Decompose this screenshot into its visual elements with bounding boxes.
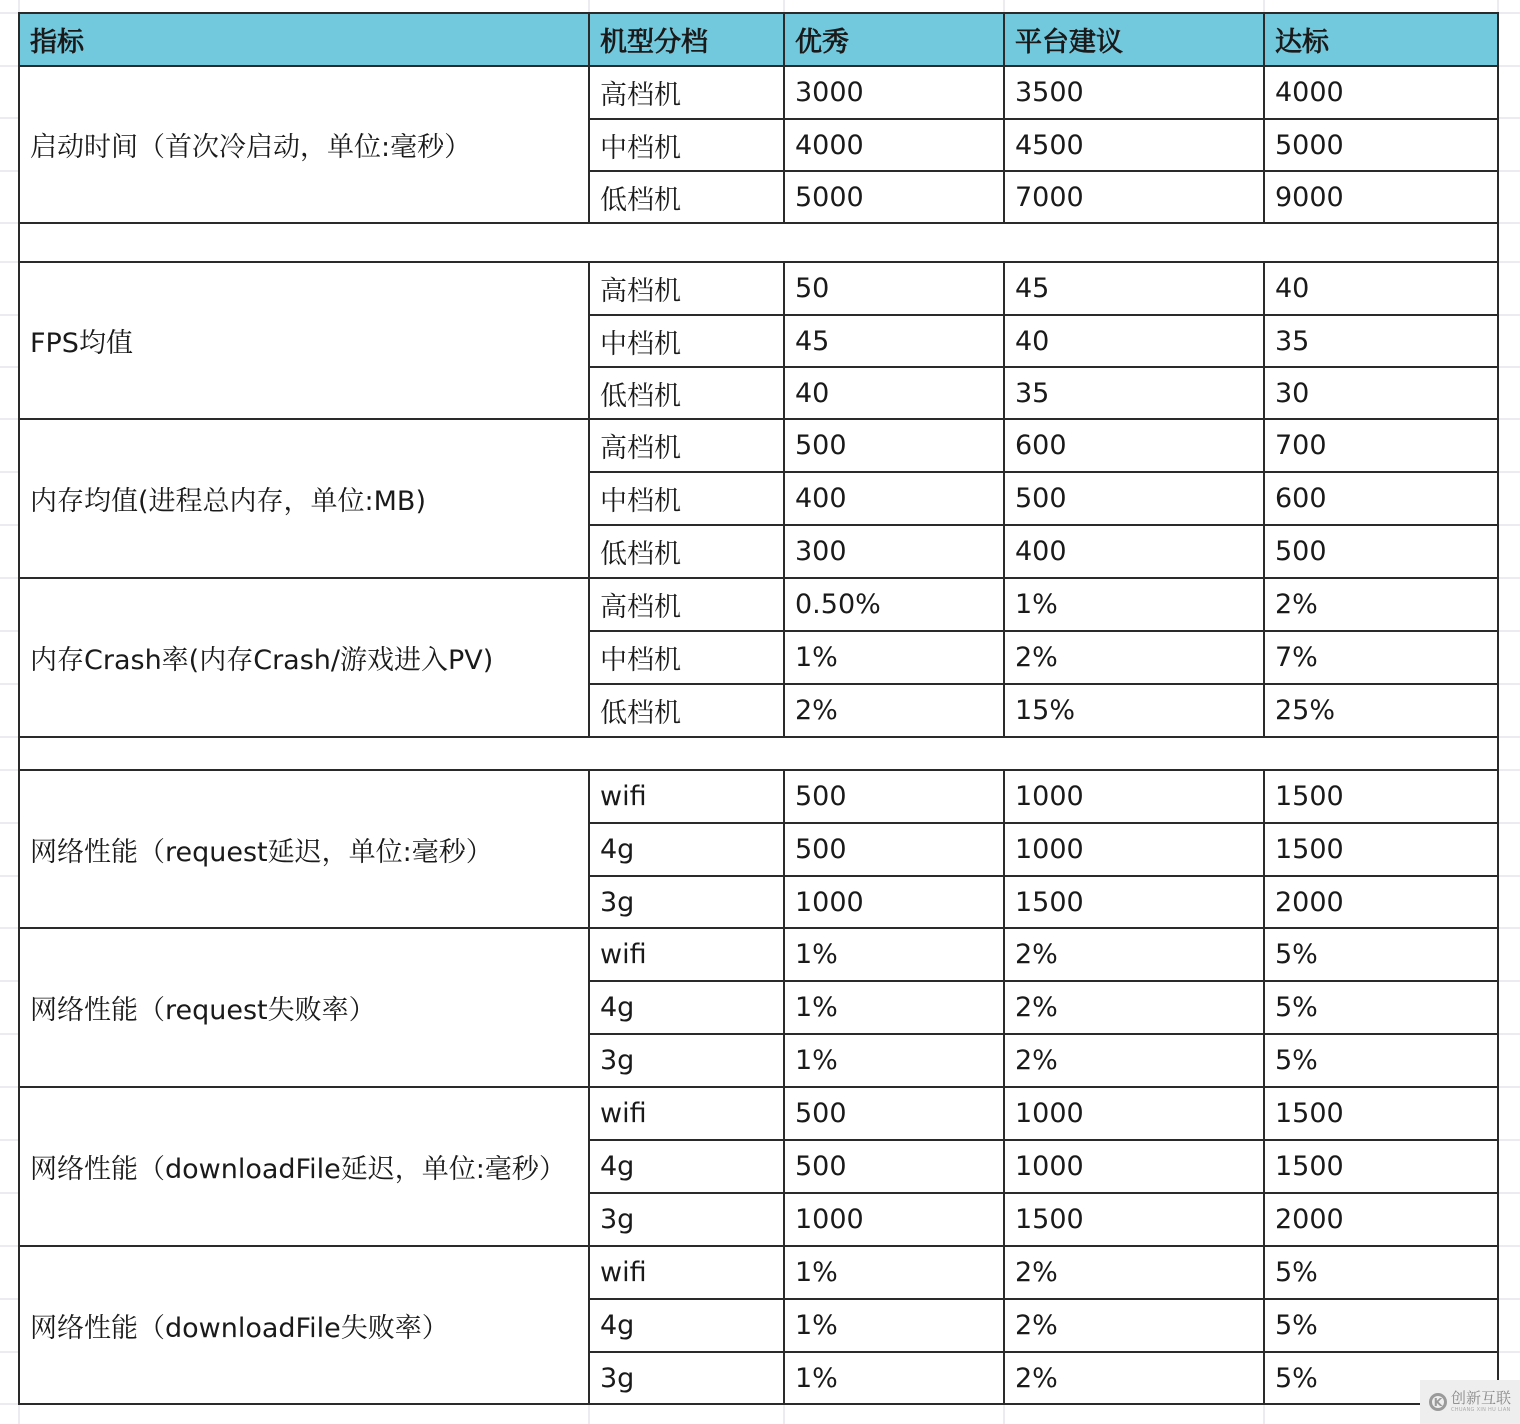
cell-text: 1000 — [795, 1204, 864, 1235]
cell-text: 1500 — [1015, 886, 1084, 918]
tier-cell[interactable] — [588, 1245, 785, 1300]
value-cell-suggested[interactable] — [1003, 577, 1265, 632]
value-cell-suggested[interactable] — [1003, 927, 1265, 982]
header-label: 优秀 — [795, 27, 849, 58]
value-cell-excellent[interactable] — [783, 366, 1005, 420]
cell-text: 高档机 — [600, 80, 681, 111]
value-cell-standard[interactable] — [1263, 769, 1499, 824]
cell-text: 2000 — [1275, 1204, 1344, 1235]
cell-text: wifi — [600, 1098, 647, 1129]
value-cell-suggested[interactable] — [1003, 1139, 1265, 1194]
cell-text: 2000 — [1275, 886, 1344, 918]
value-cell-excellent[interactable] — [783, 875, 1005, 929]
value-cell-standard[interactable] — [1263, 1086, 1499, 1141]
cell-text: 500 — [795, 1098, 847, 1129]
cell-text: 3g — [600, 1045, 635, 1076]
header-device-tier[interactable] — [588, 12, 785, 67]
cell-text: 5% — [1275, 939, 1318, 970]
value-cell-standard[interactable] — [1263, 261, 1499, 316]
metric-label: 内存Crash率(内存Crash/游戏进入PV) — [30, 645, 494, 676]
tier-cell[interactable] — [588, 170, 785, 224]
value-cell-excellent[interactable] — [783, 1298, 1005, 1353]
value-cell-standard[interactable] — [1263, 875, 1499, 929]
cell-text: 高档机 — [600, 276, 681, 307]
cell-text: 中档机 — [600, 328, 681, 360]
brand-logo-icon: K — [1429, 1393, 1447, 1411]
cell-text: 1500 — [1015, 1204, 1084, 1235]
header-metric[interactable] — [18, 12, 590, 67]
value-cell-excellent[interactable] — [783, 927, 1005, 982]
cell-text: 4g — [600, 1151, 635, 1182]
cell-text: 2% — [1015, 1257, 1058, 1288]
value-cell-suggested[interactable] — [1003, 471, 1265, 526]
cell-text: 低档机 — [600, 184, 681, 216]
value-cell-excellent[interactable] — [783, 822, 1005, 877]
tier-cell[interactable] — [588, 577, 785, 632]
cell-text: 1500 — [1275, 1098, 1344, 1129]
tier-cell[interactable] — [588, 875, 785, 929]
cell-text: wifi — [600, 1257, 647, 1288]
cell-text: 1500 — [1275, 834, 1344, 865]
cell-text: wifi — [600, 781, 647, 812]
cell-text: 5% — [1275, 992, 1318, 1023]
cell-text: 500 — [1275, 536, 1327, 567]
cell-text: 高档机 — [600, 592, 681, 623]
value-cell-suggested[interactable] — [1003, 1033, 1265, 1088]
cell-text: 低档机 — [600, 380, 681, 412]
cell-text: 300 — [795, 536, 847, 567]
value-cell-suggested[interactable] — [1003, 524, 1265, 579]
cell-text: 50 — [795, 273, 830, 304]
value-cell-suggested[interactable] — [1003, 1192, 1265, 1247]
tier-cell[interactable] — [588, 1086, 785, 1141]
value-cell-standard[interactable] — [1263, 366, 1499, 420]
cell-text: 2% — [1015, 992, 1058, 1023]
value-cell-standard[interactable] — [1263, 1298, 1499, 1353]
value-cell-suggested[interactable] — [1003, 1351, 1265, 1405]
cell-text: 4g — [600, 834, 635, 865]
blank-spacer-row[interactable] — [18, 222, 1499, 263]
cell-text: 400 — [1015, 536, 1067, 567]
cell-text: 1000 — [1015, 834, 1084, 865]
cell-text: 1500 — [1275, 1151, 1344, 1182]
tier-cell[interactable] — [588, 630, 785, 685]
cell-text: 中档机 — [600, 132, 681, 164]
value-cell-standard[interactable] — [1263, 927, 1499, 982]
value-cell-excellent[interactable] — [783, 1245, 1005, 1300]
cell-text: 0.50% — [795, 589, 881, 620]
value-cell-suggested[interactable] — [1003, 769, 1265, 824]
cell-text: 500 — [795, 1151, 847, 1182]
cell-text: 1000 — [1015, 1151, 1084, 1182]
tier-cell[interactable] — [588, 927, 785, 982]
value-cell-excellent[interactable] — [783, 577, 1005, 632]
cell-text: 1% — [795, 1045, 838, 1076]
cell-text: 高档机 — [600, 433, 681, 464]
value-cell-suggested[interactable] — [1003, 822, 1265, 877]
value-cell-excellent[interactable] — [783, 980, 1005, 1035]
value-cell-suggested[interactable] — [1003, 261, 1265, 316]
blank-spacer-row[interactable] — [18, 736, 1499, 771]
cell-text: 2% — [1015, 939, 1058, 970]
tier-cell[interactable] — [588, 683, 785, 738]
cell-text: 2% — [1015, 1310, 1058, 1341]
tier-cell[interactable] — [588, 1192, 785, 1247]
value-cell-suggested[interactable] — [1003, 366, 1265, 420]
value-cell-suggested[interactable] — [1003, 1298, 1265, 1353]
cell-text: 3g — [600, 1362, 635, 1394]
value-cell-standard[interactable] — [1263, 118, 1499, 172]
cell-text: 40 — [1275, 273, 1310, 304]
cell-text: 15% — [1015, 695, 1076, 726]
value-cell-excellent[interactable] — [783, 769, 1005, 824]
value-cell-standard[interactable] — [1263, 1033, 1499, 1088]
cell-text: 4000 — [1275, 77, 1344, 108]
tier-cell[interactable] — [588, 822, 785, 877]
cell-text: 2% — [1015, 1362, 1058, 1394]
cell-text: 4g — [600, 1310, 635, 1341]
value-cell-excellent[interactable] — [783, 471, 1005, 526]
cell-text: 45 — [1015, 273, 1050, 304]
value-cell-standard[interactable] — [1263, 170, 1499, 224]
cell-text: 5000 — [1275, 129, 1344, 161]
value-cell-suggested[interactable] — [1003, 875, 1265, 929]
metric-cell-startup-time[interactable] — [18, 65, 590, 224]
cell-text: 1000 — [1015, 781, 1084, 812]
metric-cell-memory-avg[interactable] — [18, 418, 590, 579]
cell-text: 5000 — [795, 181, 864, 213]
watermark-subtext: CHUANG XIN HU LIAN — [1450, 1407, 1511, 1413]
cell-text: 1000 — [795, 886, 864, 918]
cell-text: 低档机 — [600, 698, 681, 729]
cell-text: 3000 — [795, 77, 864, 108]
cell-text: 35 — [1015, 377, 1050, 409]
watermark — [1420, 1380, 1520, 1424]
cell-text: 9000 — [1275, 181, 1344, 213]
cell-text: 低档机 — [600, 539, 681, 570]
cell-text: 1% — [795, 642, 838, 673]
header-label: 指标 — [30, 27, 84, 58]
cell-text: 40 — [1015, 325, 1050, 357]
cell-text: 4000 — [795, 129, 864, 161]
tier-cell[interactable] — [588, 1351, 785, 1405]
value-cell-excellent[interactable] — [783, 1139, 1005, 1194]
value-cell-excellent[interactable] — [783, 1033, 1005, 1088]
tier-cell[interactable] — [588, 418, 785, 473]
cell-text: 500 — [795, 834, 847, 865]
header-label: 达标 — [1275, 27, 1329, 58]
metric-label: 网络性能（request延迟，单位:毫秒） — [30, 836, 493, 868]
cell-text: 2% — [1015, 1045, 1058, 1076]
value-cell-excellent[interactable] — [783, 170, 1005, 224]
value-cell-excellent[interactable] — [783, 1192, 1005, 1247]
metric-cell-request-latency[interactable] — [18, 769, 590, 929]
cell-text: 1% — [1015, 589, 1058, 620]
cell-text: 7% — [1275, 642, 1318, 673]
cell-text: wifi — [600, 939, 647, 970]
value-cell-standard[interactable] — [1263, 1245, 1499, 1300]
cell-text: 1500 — [1275, 781, 1344, 812]
cell-text: 35 — [1275, 325, 1310, 357]
tier-cell[interactable] — [588, 1298, 785, 1353]
value-cell-standard[interactable] — [1263, 630, 1499, 685]
tier-cell[interactable] — [588, 1139, 785, 1194]
value-cell-suggested[interactable] — [1003, 1086, 1265, 1141]
value-cell-excellent[interactable] — [783, 314, 1005, 368]
tier-cell[interactable] — [588, 980, 785, 1035]
value-cell-suggested[interactable] — [1003, 980, 1265, 1035]
cell-text: 1% — [795, 1257, 838, 1288]
header-label: 机型分档 — [600, 27, 708, 58]
cell-text: 7000 — [1015, 181, 1084, 213]
tier-cell[interactable] — [588, 314, 785, 368]
value-cell-suggested[interactable] — [1003, 65, 1265, 120]
value-cell-suggested[interactable] — [1003, 1245, 1265, 1300]
cell-text: 600 — [1275, 483, 1327, 514]
metric-label: 启动时间（首次冷启动，单位:毫秒） — [30, 132, 472, 163]
value-cell-excellent[interactable] — [783, 261, 1005, 316]
tier-cell[interactable] — [588, 118, 785, 172]
cell-text: 5% — [1275, 1310, 1318, 1341]
metric-cell-fps[interactable] — [18, 261, 590, 420]
cell-text: 40 — [795, 377, 830, 409]
cell-text: 500 — [795, 781, 847, 812]
value-cell-excellent[interactable] — [783, 1086, 1005, 1141]
cell-text: 500 — [1015, 483, 1067, 514]
cell-text: 中档机 — [600, 486, 681, 517]
value-cell-suggested[interactable] — [1003, 170, 1265, 224]
cell-text: 2% — [1275, 589, 1318, 620]
cell-text: 2% — [1015, 642, 1058, 673]
value-cell-excellent[interactable] — [783, 1351, 1005, 1405]
value-cell-standard[interactable] — [1263, 65, 1499, 120]
value-cell-standard[interactable] — [1263, 980, 1499, 1035]
cell-text: 600 — [1015, 430, 1067, 461]
cell-text: 4g — [600, 992, 635, 1023]
cell-text: 2% — [795, 695, 838, 726]
header-platform-suggested[interactable] — [1003, 12, 1265, 67]
value-cell-standard[interactable] — [1263, 683, 1499, 738]
value-cell-suggested[interactable] — [1003, 630, 1265, 685]
cell-text: 45 — [795, 325, 830, 357]
header-excellent[interactable] — [783, 12, 1005, 67]
tier-cell[interactable] — [588, 524, 785, 579]
value-cell-excellent[interactable] — [783, 65, 1005, 120]
cell-text: 5% — [1275, 1257, 1318, 1288]
tier-cell[interactable] — [588, 769, 785, 824]
value-cell-excellent[interactable] — [783, 524, 1005, 579]
value-cell-suggested[interactable] — [1003, 118, 1265, 172]
metric-cell-download-latency[interactable] — [18, 1086, 590, 1247]
cell-text: 700 — [1275, 430, 1327, 461]
metric-label: 网络性能（request失败率） — [30, 995, 376, 1026]
cell-text: 5% — [1275, 1362, 1318, 1394]
watermark-text: 创新互联 — [1450, 1389, 1511, 1407]
cell-text: 1% — [795, 992, 838, 1023]
cell-text: 4500 — [1015, 129, 1084, 161]
metric-cell-memory-crash-rate[interactable] — [18, 577, 590, 738]
metric-cell-download-failure-rate[interactable] — [18, 1245, 590, 1405]
value-cell-standard[interactable] — [1263, 418, 1499, 473]
cell-text: 1% — [795, 939, 838, 970]
metric-cell-request-failure-rate[interactable] — [18, 927, 590, 1088]
value-cell-excellent[interactable] — [783, 418, 1005, 473]
cell-text: 400 — [795, 483, 847, 514]
tier-cell[interactable] — [588, 471, 785, 526]
value-cell-excellent[interactable] — [783, 118, 1005, 172]
metric-label: 网络性能（downloadFile失败率） — [30, 1312, 449, 1344]
value-cell-suggested[interactable] — [1003, 683, 1265, 738]
value-cell-excellent[interactable] — [783, 683, 1005, 738]
tier-cell[interactable] — [588, 261, 785, 316]
header-label: 平台建议 — [1015, 27, 1123, 58]
value-cell-standard[interactable] — [1263, 1192, 1499, 1247]
value-cell-standard[interactable] — [1263, 1139, 1499, 1194]
value-cell-standard[interactable] — [1263, 822, 1499, 877]
tier-cell[interactable] — [588, 65, 785, 120]
value-cell-standard[interactable] — [1263, 471, 1499, 526]
metric-label: FPS均值 — [30, 328, 133, 359]
value-cell-suggested[interactable] — [1003, 314, 1265, 368]
tier-cell[interactable] — [588, 1033, 785, 1088]
cell-text: 25% — [1275, 695, 1336, 726]
watermark-text-block — [1451, 1391, 1511, 1413]
value-cell-suggested[interactable] — [1003, 418, 1265, 473]
metric-label: 网络性能（downloadFile延迟，单位:毫秒） — [30, 1154, 566, 1185]
cell-text: 5% — [1275, 1045, 1318, 1076]
cell-text: 中档机 — [600, 645, 681, 676]
header-standard[interactable] — [1263, 12, 1499, 67]
value-cell-standard[interactable] — [1263, 577, 1499, 632]
metric-label: 内存均值(进程总内存，单位:MB) — [30, 486, 426, 517]
cell-text: 1% — [795, 1362, 838, 1394]
cell-text: 500 — [795, 430, 847, 461]
tier-cell[interactable] — [588, 366, 785, 420]
cell-text: 1000 — [1015, 1098, 1084, 1129]
cell-text: 3500 — [1015, 77, 1084, 108]
cell-text: 1% — [795, 1310, 838, 1341]
cell-text: 3g — [600, 886, 635, 918]
value-cell-standard[interactable] — [1263, 314, 1499, 368]
value-cell-excellent[interactable] — [783, 630, 1005, 685]
value-cell-standard[interactable] — [1263, 524, 1499, 579]
cell-text: 30 — [1275, 377, 1310, 409]
cell-text: 3g — [600, 1204, 635, 1235]
